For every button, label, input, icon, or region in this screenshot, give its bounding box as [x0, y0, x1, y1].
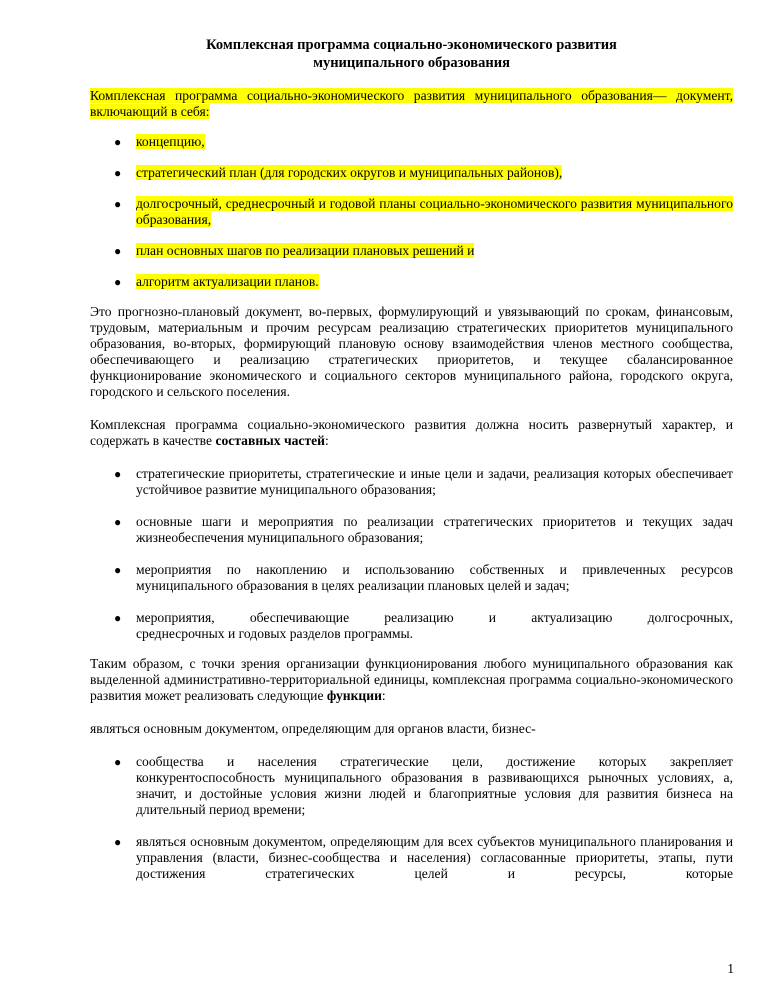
- document-page: [90, 36, 733, 898]
- bullet-icon: ●: [114, 244, 122, 258]
- list-item: [90, 834, 733, 882]
- functions-intro-paragraph: [90, 656, 733, 704]
- bullet-icon: ●: [114, 563, 122, 577]
- part-text-line-1: мероприятия, обеспечивающие реализацию и актуализацию долгосрочных,: [136, 610, 733, 625]
- title-line-2: муниципального образования: [313, 55, 510, 71]
- bullet-icon: ●: [114, 135, 122, 149]
- list-item: [90, 754, 733, 818]
- list-item: [90, 196, 733, 228]
- functions-list: [90, 754, 733, 882]
- part-text: стратегические приоритеты, стратегические и иные цели и задачи, реализация которых обеспечивает устойчивое развитие муниципального образования;: [136, 466, 733, 497]
- list-item: [90, 562, 733, 594]
- definition-paragraph: [90, 88, 733, 120]
- parts-list: [90, 466, 733, 642]
- list-item: [90, 466, 733, 498]
- list-item: [90, 165, 733, 181]
- component-text: алгоритм актуализации планов.: [136, 274, 319, 289]
- forecast-paragraph: Это прогнозно-плановый документ, во-первых, формулирующий и увязывающий по срокам, финансовым, трудовым, материальным и прочим ресурсам реализацию стратегических приоритетов муниципального образования, во-вторых, формирующий плановую основу взаимодействия членов местного сообщества, обеспечивающего и реализацию стратегических приоритетов, и текущее сбалансированное функционирование экономического и социального секторов муниципального района, городского округа, городского и сельского поселения.: [90, 304, 733, 399]
- bullet-icon: ●: [114, 467, 122, 481]
- component-text: стратегический план (для городских округов и муниципальных районов),: [136, 165, 563, 180]
- function-text: являться основным документом, определяющим для всех субъектов муниципального планирования и управления (власти, бизнес-сообщества и населения) согласованные приоритеты, этапы, пути достижения стратегических целей и ресурсы, которые: [136, 834, 733, 881]
- parts-intro-text: Комплексная программа социально-экономического развития должна носить развернутый характер, и содержать в качестве: [90, 417, 733, 448]
- parts-intro-paragraph: [90, 417, 733, 449]
- functions-intro-colon: :: [381, 688, 386, 703]
- list-item: [90, 274, 733, 290]
- functions-lead-paragraph: являться основным документом, определяющим для органов власти, бизнес-: [90, 721, 536, 736]
- part-text: мероприятия по накоплению и использованию собственных и привлеченных ресурсов муниципального образования в целях реализации плановых целей и задач;: [136, 562, 733, 593]
- components-list: [90, 134, 733, 290]
- component-text: концепцию,: [136, 134, 205, 149]
- parts-intro-colon: :: [325, 433, 329, 448]
- bullet-icon: ●: [114, 275, 122, 289]
- functions-intro-text: Таким образом, с точки зрения организации функционирования любого муниципального образования как выделенной административно-территориальной единицы, комплексная программа социально-экономического развития может реализовать следующие: [90, 656, 733, 703]
- definition-text: Комплексная программа социально-экономического развития муниципального образования— документ, включающий в себя:: [90, 88, 733, 119]
- function-text: сообщества и населения стратегические цели, достижение которых закрепляет конкурентоспособность муниципального образования в развивающихся рыночных условиях, а, значит, и достойные условия жизни людей и благоприятные условия для развития бизнеса на длительный период времени;: [136, 754, 733, 817]
- parts-intro-bold: составных частей: [215, 433, 325, 448]
- list-item: [90, 243, 733, 259]
- page-number: 1: [727, 961, 734, 976]
- title-line-1: Комплексная программа социально-экономического развития: [206, 37, 617, 53]
- functions-intro-bold: функции: [326, 688, 382, 703]
- list-item: [90, 610, 733, 642]
- bullet-icon: ●: [114, 835, 122, 849]
- component-text: план основных шагов по реализации плановых решений и: [136, 243, 475, 258]
- list-item: [90, 134, 733, 150]
- bullet-icon: ●: [114, 166, 122, 180]
- component-text: долгосрочный, среднесрочный и годовой планы социально-экономического развития муниципального образования,: [136, 196, 733, 227]
- document-title: [90, 36, 733, 72]
- bullet-icon: ●: [114, 515, 122, 529]
- bullet-icon: ●: [114, 755, 122, 769]
- list-item: [90, 514, 733, 546]
- bullet-icon: ●: [114, 611, 122, 625]
- part-text-line-2: среднесрочных и годовых разделов программы.: [136, 626, 414, 641]
- part-text: основные шаги и мероприятия по реализации стратегических приоритетов и текущих задач жизнеобеспечения муниципального образования;: [136, 514, 733, 545]
- bullet-icon: ●: [114, 197, 122, 211]
